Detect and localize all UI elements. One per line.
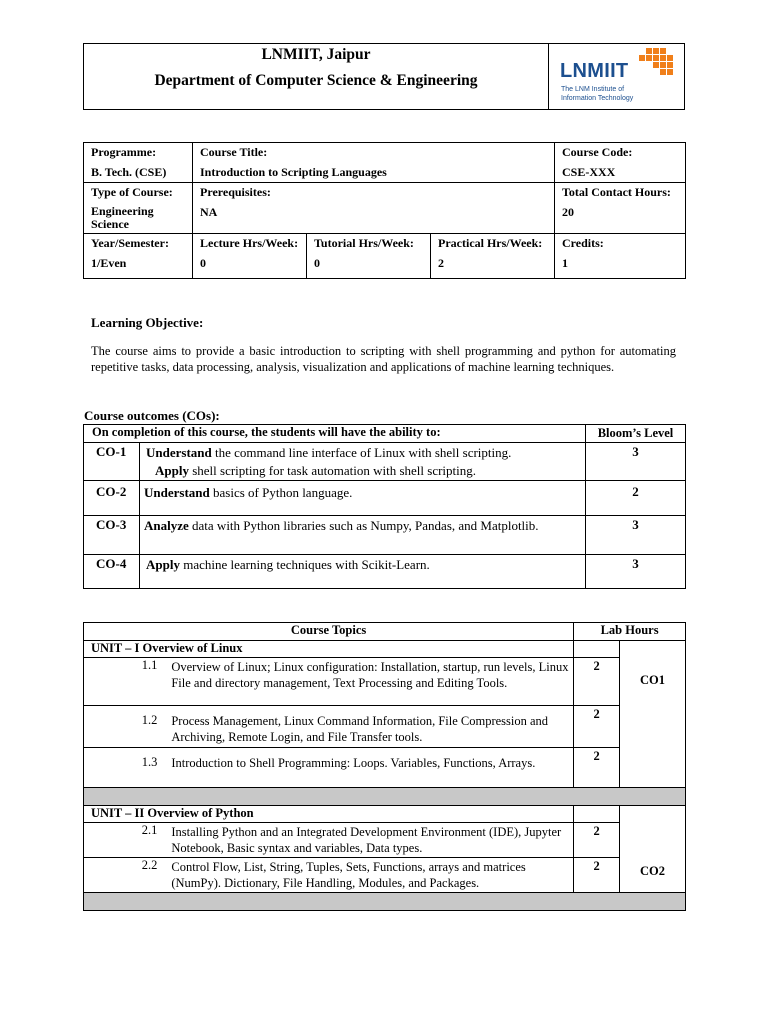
tutorial-value: 0 — [307, 254, 431, 279]
programme-label: Programme: — [84, 143, 193, 163]
co-row — [84, 443, 686, 481]
topic-lab-hours: 2 — [574, 748, 620, 788]
co-text: machine learning techniques with Scikit-Learn. — [179, 557, 430, 572]
unit-title: UNIT – II Overview of Python — [84, 806, 574, 823]
unit-lab-blank — [574, 641, 620, 658]
bloom-level: 3 — [586, 443, 686, 481]
credits-label: Credits: — [555, 234, 686, 254]
programme-value: B. Tech. (CSE) — [84, 163, 193, 183]
co-verb: Apply — [146, 557, 180, 572]
co-description — [140, 481, 586, 516]
topic-row — [84, 823, 686, 858]
logo-wordmark: LNMIIT — [560, 60, 629, 82]
topic-text: Introduction to Shell Programming: Loops. Variables, Functions, Arrays. — [165, 748, 573, 788]
unit-separator — [84, 893, 686, 911]
topic-lab-hours: 2 — [574, 823, 620, 858]
topic-row — [84, 858, 686, 893]
topic-lab-hours: 2 — [574, 658, 620, 706]
topic-row — [84, 748, 686, 788]
topic-number: 2.1 — [84, 823, 166, 858]
co-row — [84, 516, 686, 555]
practical-value: 2 — [431, 254, 555, 279]
department-name: Department of Computer Science & Engineering — [154, 72, 478, 89]
unit-co: CO2 — [620, 806, 686, 893]
credits-value: 1 — [555, 254, 686, 279]
co-text: basics of Python language. — [209, 485, 353, 500]
co-row — [84, 481, 686, 516]
co-verb: Understand — [144, 485, 210, 500]
topic-text: Process Management, Linux Command Information, File Compression and Archiving, Remote Login, and File Transfer tools. — [165, 706, 573, 748]
type-label: Type of Course: — [84, 183, 193, 203]
logo-squares-icon — [639, 48, 673, 75]
prereq-value: NA — [193, 203, 555, 234]
topic-row — [84, 658, 686, 706]
course-outcomes-heading: Course outcomes (COs): — [84, 408, 220, 423]
topic-lab-hours: 2 — [574, 858, 620, 893]
co-id: CO-3 — [84, 516, 140, 555]
course-code-label: Course Code: — [555, 143, 686, 163]
learning-objective-heading: Learning Objective: — [91, 315, 204, 330]
topic-text: Installing Python and an Integrated Development Environment (IDE), Jupyter Notebook, Basic syntax and variables, Data types. — [165, 823, 573, 858]
course-info-table — [83, 142, 686, 279]
tutorial-label: Tutorial Hrs/Week: — [307, 234, 431, 254]
co-row — [84, 555, 686, 589]
type-value: Engineering Science — [84, 203, 193, 234]
lecture-label: Lecture Hrs/Week: — [193, 234, 307, 254]
co-description — [140, 555, 586, 589]
topic-number: 1.3 — [84, 748, 166, 788]
bloom-level: 2 — [586, 481, 686, 516]
bloom-level: 3 — [586, 516, 686, 555]
course-topics-header: Course Topics — [84, 623, 574, 641]
course-title-value: Introduction to Scripting Languages — [193, 163, 555, 183]
co-id: CO-4 — [84, 555, 140, 589]
contact-hours-label: Total Contact Hours: — [555, 183, 686, 203]
header-divider — [548, 43, 549, 110]
co-id: CO-1 — [84, 443, 140, 481]
unit-lab-blank — [574, 806, 620, 823]
co-verb: Understand — [146, 445, 212, 460]
year-value: 1/Even — [84, 254, 193, 279]
lecture-value: 0 — [193, 254, 307, 279]
logo-subtitle-1: The LNM Institute of — [561, 86, 625, 93]
co-text: data with Python libraries such as Numpy, Pandas, and Matplotlib. — [188, 518, 539, 533]
lab-hours-header: Lab Hours — [574, 623, 686, 641]
topic-number: 1.2 — [84, 706, 166, 748]
unit-co: CO1 — [620, 641, 686, 788]
logo-subtitle-2: Information Technology — [561, 95, 634, 102]
bloom-level: 3 — [586, 555, 686, 589]
topic-number: 2.2 — [84, 858, 166, 893]
topic-row — [84, 706, 686, 748]
institute-name: LNMIIT, Jaipur — [261, 46, 371, 63]
co-description — [140, 443, 586, 481]
co-text: shell scripting for task automation with shell scripting. — [188, 463, 477, 478]
topic-lab-hours: 2 — [574, 706, 620, 748]
prereq-label: Prerequisites: — [193, 183, 555, 203]
co-id: CO-2 — [84, 481, 140, 516]
learning-objective-text: The course aims to provide a basic introduction to scripting with shell programming and python for automating repetitive tasks, data processing, analysis, visualization and applications of machine learning techniques. — [91, 344, 676, 374]
topic-text: Overview of Linux; Linux configuration: Installation, startup, run levels, Linux File and directory management, Text Processing and Editing Tools. — [165, 658, 573, 706]
unit-title: UNIT – I Overview of Linux — [84, 641, 574, 658]
co-desc-header: On completion of this course, the students will have the ability to: — [84, 425, 586, 443]
topic-number: 1.1 — [84, 658, 166, 706]
practical-label: Practical Hrs/Week: — [431, 234, 555, 254]
topic-text: Control Flow, List, String, Tuples, Sets, Functions, arrays and matrices (NumPy). Dictionary, File Handling, Modules, and Packages. — [165, 858, 573, 893]
course-outcomes-table — [83, 424, 686, 589]
co-verb: Apply — [155, 463, 189, 478]
co-description — [140, 516, 586, 555]
co-verb: Analyze — [144, 518, 189, 533]
course-code-value: CSE-XXX — [555, 163, 686, 183]
bloom-level-header: Bloom’s Level — [586, 425, 686, 443]
course-topics-table — [83, 622, 686, 911]
contact-hours-value: 20 — [555, 203, 686, 234]
unit-separator — [84, 788, 686, 806]
course-title-label: Course Title: — [193, 143, 555, 163]
co-text: the command line interface of Linux with shell scripting. — [211, 445, 512, 460]
year-label: Year/Semester: — [84, 234, 193, 254]
